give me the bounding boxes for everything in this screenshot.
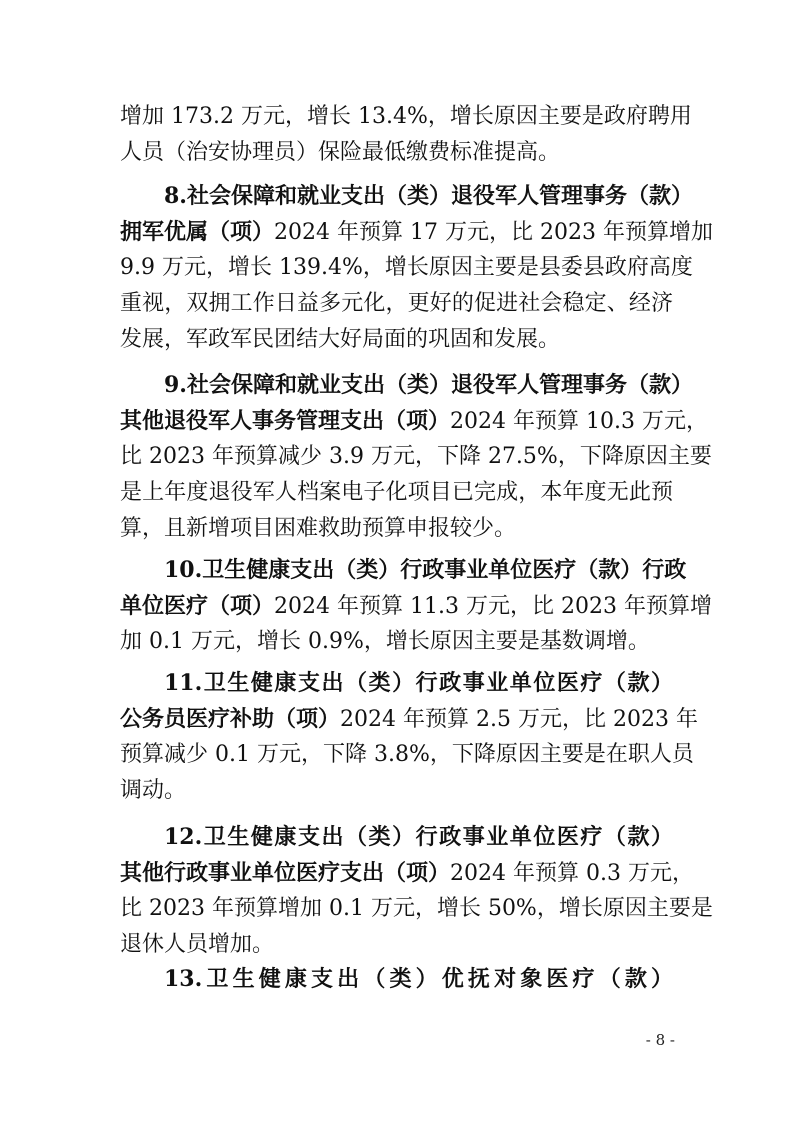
paragraph-2-line-3 [120, 253, 693, 283]
body-text-run: 算，且新增项目困难救助预算申报较少。 [120, 516, 517, 541]
body-text-run: 是上年度退役军人档案电子化项目已完成，本年度无此预 [120, 480, 673, 505]
paragraph-4-line-3 [120, 627, 673, 657]
heading-text: 拥军优属（项） [120, 219, 275, 245]
heading-text: 12.卫生健康支出（类）行政事业单位医疗（款） [164, 824, 673, 850]
body-text-run: 9.9 万元，增长 139.4%，增长原因主要是县委县政府高度 [120, 255, 693, 280]
body-text-run: 2024 年预算 11.3 万元，比 2023 年预算增 [274, 594, 712, 619]
paragraph-2-line-1 [164, 181, 693, 211]
body-text-run: 退休人员增加。 [120, 932, 275, 957]
body-text-run: 发展，军政军民团结大好局面的巩固和发展。 [120, 327, 561, 352]
paragraph-1-line-2 [120, 138, 673, 168]
heading-text: 其他行政事业单位医疗支出（项） [120, 860, 451, 886]
body-text-run: 重视，双拥工作日益多元化，更好的促进社会稳定、经济 [120, 291, 673, 316]
heading-text: 其他退役军人事务管理支出（项） [120, 408, 451, 434]
paragraph-4-line-1 [164, 555, 687, 585]
body-text-run: 2024 年预算 2.5 万元，比 2023 年 [340, 707, 698, 732]
body-text-run: 2024 年预算 17 万元，比 2023 年预算增加 [274, 220, 713, 245]
body-text-run: 2024 年预算 10.3 万元， [450, 409, 708, 434]
paragraph-1-line-1 [120, 102, 692, 132]
body-text-run: 调动。 [120, 778, 187, 803]
paragraph-3-line-3 [120, 442, 712, 472]
paragraph-5-line-3 [120, 740, 694, 770]
paragraph-5-line-2 [120, 704, 698, 734]
paragraph-6-line-2 [120, 858, 694, 888]
body-text-run: 比 2023 年预算增加 0.1 万元，增长 50%，增长原因主要是 [120, 896, 713, 921]
heading-text: 13.卫生健康支出（类）优抚对象医疗（款） [164, 966, 673, 992]
paragraph-3-line-5 [120, 514, 673, 544]
page-number: - 8 - [645, 1031, 675, 1049]
body-text-run: 比 2023 年预算减少 3.9 万元，下降 27.5%，下降原因主要 [120, 444, 712, 469]
body-text-run: 2024 年预算 0.3 万元， [450, 861, 694, 886]
paragraph-5-line-1 [164, 668, 673, 698]
paragraph-6-line-1 [164, 822, 673, 852]
paragraph-3-line-2 [120, 406, 708, 436]
body-text-run: 增加 173.2 万元，增长 13.4%，增长原因主要是政府聘用 [120, 104, 692, 129]
body-text-run: 加 0.1 万元，增长 0.9%，增长原因主要是基数调增。 [120, 629, 650, 654]
paragraph-2-line-4 [120, 289, 673, 319]
paragraph-7-line-1 [164, 964, 673, 994]
heading-text: 8.社会保障和就业支出（类）退役军人管理事务（款） [164, 183, 693, 209]
heading-text: 单位医疗（项） [120, 593, 275, 619]
paragraph-2-line-5 [120, 325, 673, 355]
paragraph-6-line-4 [120, 930, 673, 960]
body-text-run: 人员（治安协理员）保险最低缴费标准提高。 [120, 140, 561, 165]
paragraph-4-line-2 [120, 591, 712, 621]
heading-text: 公务员医疗补助（项） [120, 706, 341, 732]
paragraph-5-line-4 [120, 776, 673, 806]
heading-text: 10.卫生健康支出（类）行政事业单位医疗（款）行政 [164, 557, 687, 583]
paragraph-3-line-4 [120, 478, 673, 508]
heading-text: 11.卫生健康支出（类）行政事业单位医疗（款） [164, 670, 673, 696]
paragraph-3-line-1 [164, 370, 693, 400]
body-text-run: 预算减少 0.1 万元，下降 3.8%，下降原因主要是在职人员 [120, 742, 694, 767]
paragraph-6-line-3 [120, 894, 713, 924]
paragraph-2-line-2 [120, 217, 713, 247]
heading-text: 9.社会保障和就业支出（类）退役军人管理事务（款） [164, 372, 693, 398]
